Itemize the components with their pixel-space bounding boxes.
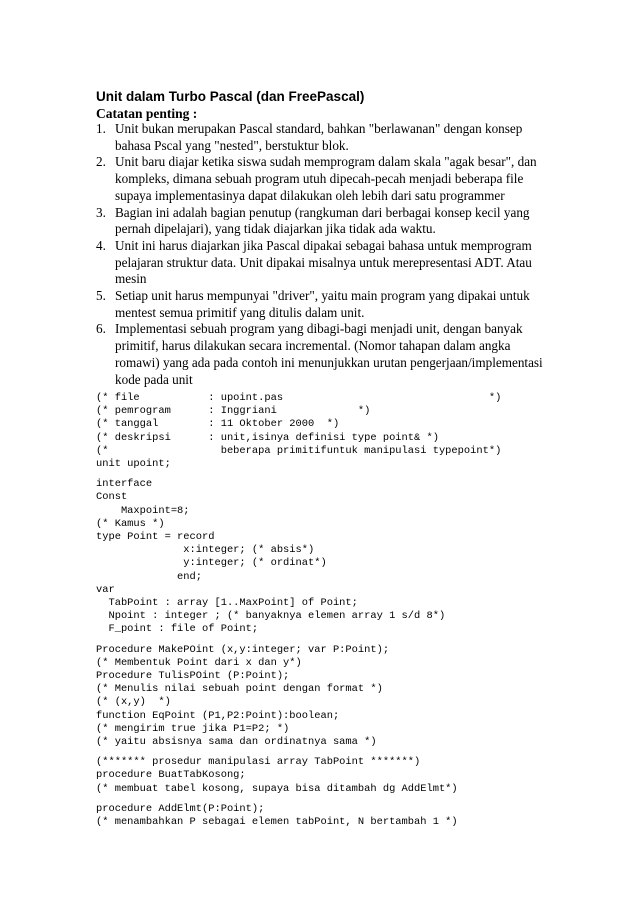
- note-number: 6.: [96, 321, 106, 337]
- note-text: Unit bukan merupakan Pascal standard, bahkan "berlawanan" dengan konsep bahasa Pscal yang "nested", berstuktur blok.: [115, 121, 523, 153]
- note-text: Setiap unit harus mempunyai "driver", yaitu main program yang dipakai untuk mentest semua primitif yang ditulis dalam unit.: [115, 288, 530, 320]
- code-line: Npoint : integer ; (* banyaknya elemen array 1 s/d 8*): [96, 610, 446, 623]
- code-line: y:integer; (* ordinat*): [96, 557, 327, 570]
- code-line: (* Kamus *): [96, 517, 165, 530]
- note-number: 1.: [96, 121, 106, 136]
- code-block-gap: [96, 471, 616, 478]
- document-title: Unit dalam Turbo Pascal (dan FreePascal): [96, 89, 365, 104]
- notes-heading: Catatan penting :: [96, 106, 198, 121]
- note-number: 3.: [96, 204, 106, 220]
- note-text: Implementasi sebuah program yang dibagi-bagi menjadi unit, dengan banyak primitif, harus dilakukan secara incremental. (Nomor tahapan dalam angka romawi) yang ada pada contoh ini menunjukkan urutan pengerjaan/implementasi kode pada unit: [115, 321, 543, 387]
- code-line: Procedure MakePOint (x,y:integer; var P:Point);: [96, 643, 390, 656]
- code-line: x:integer; (* absis*): [96, 544, 315, 557]
- code-line: type Point = record: [96, 531, 215, 544]
- code-line: (* Menulis nilai sebuah point dengan format *): [96, 683, 383, 696]
- note-item: [96, 121, 546, 154]
- code-line: function EqPoint (P1,P2:Point):boolean;: [96, 709, 340, 722]
- code-line: unit upoint;: [96, 458, 171, 471]
- code-line: procedure AddElmt(P:Point);: [96, 802, 265, 815]
- code-block-gap: [96, 637, 616, 644]
- code-line: (* yaitu absisnya sama dan ordinatnya sama *): [96, 736, 377, 749]
- code-line: (* pemrogram : Inggriani *): [96, 405, 371, 418]
- note-text: Unit baru diajar ketika siswa sudah memprogram dalam skala "agak besar", dan kompleks, dimana sebuah program utuh dipecah-pecah menjadi beberapa file supaya implementasinya dapat dilakukan oleh lebih dari satu programmer: [115, 154, 537, 203]
- notes-list: [96, 121, 546, 388]
- note-number: 5.: [96, 288, 106, 304]
- code-line: (* deskripsi : unit,isinya definisi type point& *): [96, 431, 439, 444]
- code-line: var: [96, 583, 115, 596]
- code-block-gap: [96, 749, 616, 756]
- code-block-gap: [96, 796, 616, 803]
- note-item: [96, 154, 546, 204]
- code-line: Const: [96, 491, 128, 504]
- code-line: (* file : upoint.pas *): [96, 392, 502, 404]
- code-line: (* menambahkan P sebagai elemen tabPoint, N bertambah 1 *): [96, 816, 458, 829]
- note-number: 4.: [96, 237, 106, 253]
- code-line: (******* prosedur manipulasi array TabPoint *******): [96, 756, 421, 769]
- code-line: Procedure TulisPOint (P:Point);: [96, 670, 290, 683]
- note-number: 2.: [96, 154, 106, 170]
- code-line: end;: [96, 570, 203, 583]
- note-item: [96, 205, 546, 238]
- note-text: Unit ini harus diajarkan jika Pascal dipakai sebagai bahasa untuk memprogram pelajaran struktur data. Unit dipakai misalnya untuk merepresentasi ADT. Atau mesin: [115, 237, 532, 287]
- note-text: Bagian ini adalah bagian penutup (rangkuman dari berbagai konsep kecil yang pernah dipelajari), yang tidak diajarkan jika tidak ada waktu.: [115, 204, 530, 237]
- code-line: (* Membentuk Point dari x dan y*): [96, 656, 302, 669]
- code-line: TabPoint : array [1..MaxPoint] of Point;: [96, 597, 358, 610]
- code-line: (* beberapa primitifuntuk manipulasi typepoint*): [96, 444, 502, 457]
- code-line: (* tanggal : 11 Oktober 2000 *): [96, 418, 340, 431]
- note-item: [96, 321, 546, 388]
- code-line: (* membuat tabel kosong, supaya bisa ditambah dg AddElmt*): [96, 782, 458, 795]
- code-line: (* mengirim true jika P1=P2; *): [96, 722, 290, 735]
- code-line: interface: [96, 478, 153, 491]
- note-item: [96, 238, 546, 288]
- note-item: [96, 288, 546, 321]
- code-line: procedure BuatTabKosong;: [96, 769, 246, 782]
- code-line: (* (x,y) *): [96, 696, 171, 709]
- code-listing: [96, 392, 616, 829]
- code-line: F_point : file of Point;: [96, 623, 259, 636]
- code-line: Maxpoint=8;: [96, 504, 190, 517]
